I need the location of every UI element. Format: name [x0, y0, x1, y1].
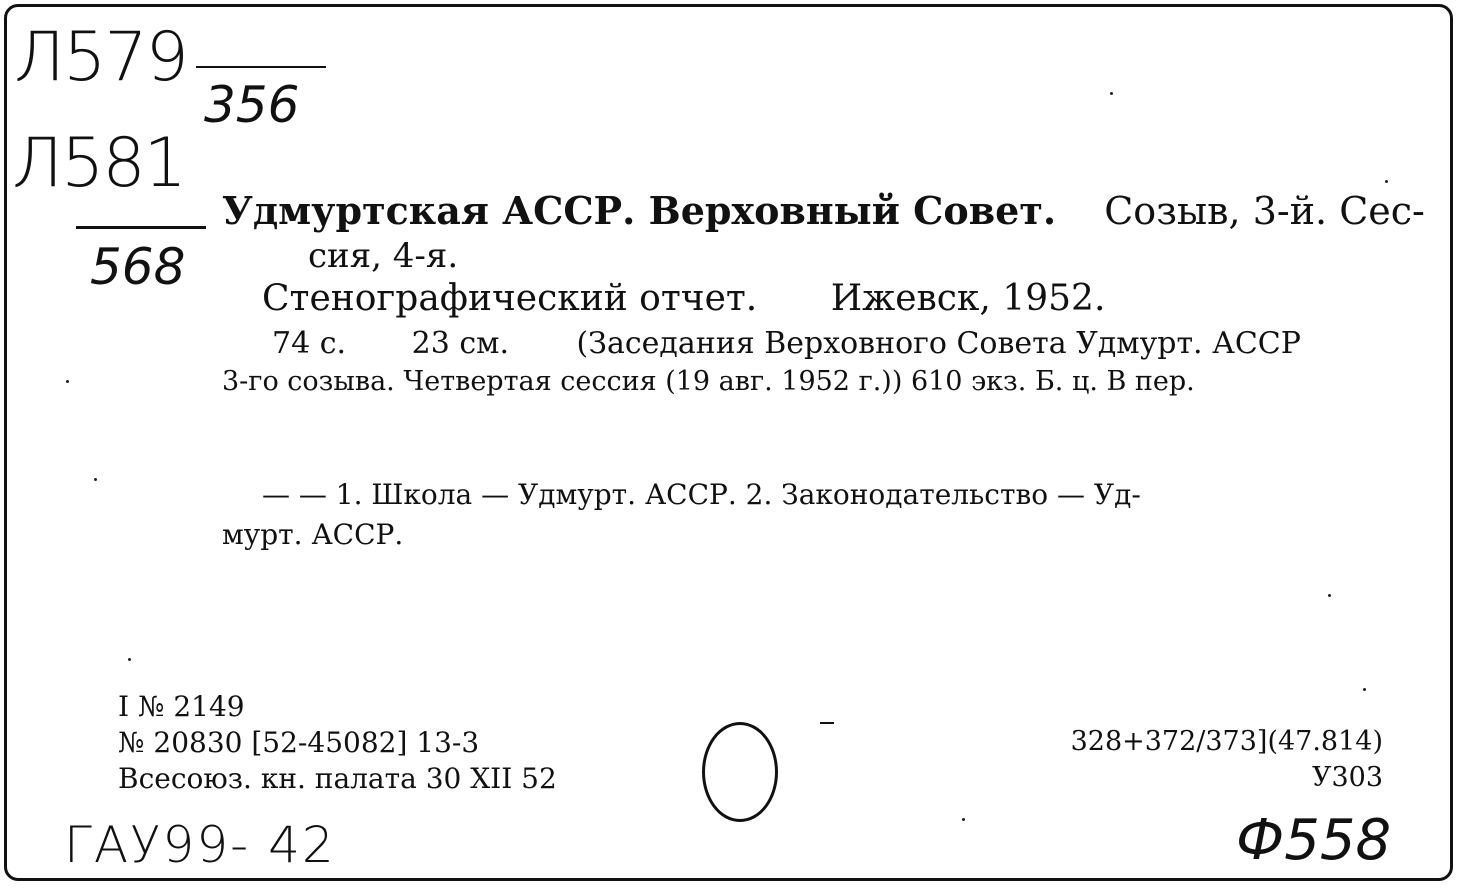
handwritten-fraction-bar-1 — [196, 66, 326, 68]
speck — [94, 478, 97, 481]
handwritten-bottom-right-code: Ф558 — [1236, 808, 1392, 873]
handwritten-shelfmark-1-sub: 356 — [204, 76, 300, 134]
handwritten-shelfmark-1: Л579 — [14, 18, 187, 97]
punch-hole — [702, 722, 778, 822]
handwritten-fraction-bar-2 — [76, 226, 206, 229]
entry-heading-line-2: сия, 4-я. — [308, 236, 459, 276]
entry-size: 23 см. — [411, 326, 509, 361]
entry-title: Стенографический отчет. — [262, 278, 758, 319]
speck — [128, 658, 131, 661]
speck — [1363, 688, 1366, 691]
footer-right-line-1: 328+372/373](47.814) — [1070, 726, 1383, 757]
entry-heading-rest: Созыв, 3-й. Сес- — [1104, 189, 1425, 233]
footer-left-line-2: № 20830 [52-45082] 13-3 — [118, 726, 480, 759]
footer-right-line-2: У303 — [1311, 762, 1383, 793]
handwritten-archive-code: ГАУ99- 42 — [64, 816, 336, 874]
entry-subjects-line-2: мурт. АССР. — [222, 518, 404, 551]
speck — [1385, 180, 1388, 183]
entry-subjects-line-1: — — 1. Школа — Удмурт. АССР. 2. Законодательство — Уд- — [262, 478, 1141, 511]
entry-title-line — [262, 278, 1105, 319]
entry-heading-line-1 — [222, 188, 1425, 233]
entry-place-year: Ижевск, 1952. — [830, 278, 1106, 319]
handwritten-shelfmark-2: Л581 — [12, 124, 185, 203]
speck — [1110, 92, 1113, 95]
speck — [962, 818, 965, 821]
handwritten-shelfmark-2-sub: 568 — [90, 238, 186, 296]
entry-desc-line-2: 3-го созыва. Четвертая сессия (19 авг. 1952 г.)) 610 экз. Б. ц. В пер. — [222, 366, 1195, 397]
stray-mark — [820, 722, 834, 724]
speck — [66, 380, 69, 383]
footer-left-line-3: Всесоюз. кн. палата 30 XII 52 — [118, 762, 557, 795]
entry-pages: 74 с. — [272, 326, 347, 361]
footer-left-line-1: I № 2149 — [118, 690, 245, 723]
entry-series-note: (Заседания Верховного Совета Удмурт. АССР — [576, 326, 1301, 361]
entry-desc-line-1 — [272, 326, 1301, 361]
entry-heading-bold: Удмуртская АССР. Верховный Совет. — [222, 188, 1057, 233]
speck — [1328, 594, 1331, 597]
